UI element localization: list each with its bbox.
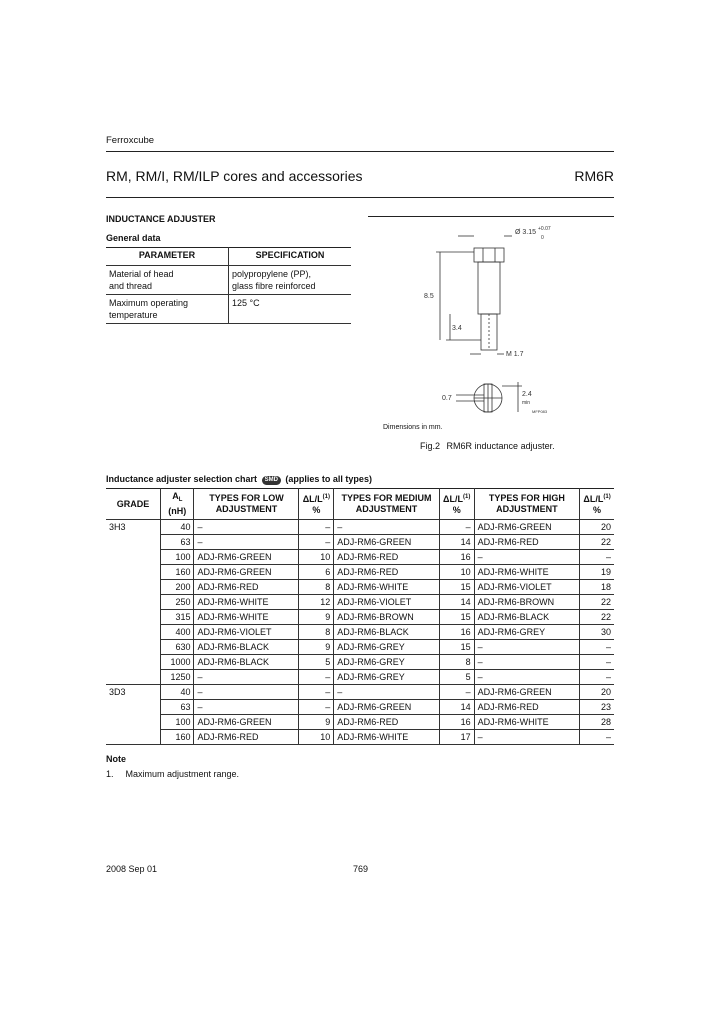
table-cell [106, 266, 229, 295]
section-title: INDUCTANCE ADJUSTER [106, 214, 216, 224]
cell-low: – [194, 700, 299, 715]
table-row [106, 295, 351, 324]
document-title: RM, RM/I, RM/ILP cores and accessories [106, 168, 363, 184]
cell-grade [106, 670, 161, 685]
figure-rule [368, 216, 614, 217]
table-row [106, 655, 614, 670]
figure-label-tol-lower: 0 [541, 235, 544, 241]
table-row [106, 640, 614, 655]
cell-med-pct: 16 [439, 715, 474, 730]
cell-high-pct: – [580, 670, 614, 685]
cell-low: ADJ-RM6-WHITE [194, 610, 299, 625]
cell-med-pct: 14 [439, 595, 474, 610]
cell-high-pct: – [580, 640, 614, 655]
table-row [106, 550, 614, 565]
cell-med-pct: 14 [439, 535, 474, 550]
table-row [106, 670, 614, 685]
pct-label: ΔL/L [443, 494, 463, 504]
cell-line: Material of head [109, 269, 174, 279]
cell-high-pct: – [580, 730, 614, 745]
cell-al: 160 [161, 730, 194, 745]
cell-high: ADJ-RM6-RED [474, 700, 579, 715]
cell-grade [106, 535, 161, 550]
header-line: TYPES FOR MEDIUM [341, 493, 432, 503]
cell-low: ADJ-RM6-BLACK [194, 655, 299, 670]
table-cell [229, 295, 352, 324]
pct-note: (1) [322, 494, 331, 500]
page-number: 769 [353, 864, 369, 874]
selection-chart-title [106, 474, 372, 485]
adjuster-head-shape [474, 248, 504, 262]
note-number: 1. [106, 769, 114, 779]
cell-al: 1000 [161, 655, 194, 670]
cell-med-pct: 15 [439, 640, 474, 655]
pct-note: (1) [463, 494, 471, 500]
cell-low-pct: 12 [299, 595, 334, 610]
cell-high-pct: – [580, 655, 614, 670]
cell-grade: 3H3 [106, 520, 161, 535]
cell-low: ADJ-RM6-GREEN [194, 550, 299, 565]
cell-high: – [474, 550, 579, 565]
cell-al: 250 [161, 595, 194, 610]
cell-al: 100 [161, 715, 194, 730]
cell-grade [106, 610, 161, 625]
figure-caption-text: RM6R inductance adjuster. [446, 441, 555, 451]
cell-line: polypropylene (PP), [232, 269, 312, 279]
cell-low-pct: 10 [299, 730, 334, 745]
table-row [106, 700, 614, 715]
al-subscript: L [178, 497, 183, 503]
cell-high-pct: 18 [580, 580, 614, 595]
cell-high: ADJ-RM6-BROWN [474, 595, 579, 610]
cell-low: ADJ-RM6-WHITE [194, 595, 299, 610]
selection-title-suffix: (applies to all types) [285, 474, 372, 484]
cell-med-pct: – [439, 520, 474, 535]
cell-med: ADJ-RM6-BLACK [334, 625, 439, 640]
cell-al: 630 [161, 640, 194, 655]
table-row [106, 266, 351, 295]
cell-med: ADJ-RM6-RED [334, 715, 439, 730]
cell-high: – [474, 670, 579, 685]
cell-low-pct: 8 [299, 625, 334, 640]
cell-grade [106, 715, 161, 730]
cell-med-pct: – [439, 685, 474, 700]
cell-al: 160 [161, 565, 194, 580]
note-title: Note [106, 754, 126, 764]
figure-caption [420, 441, 555, 451]
cell-low-pct: 9 [299, 610, 334, 625]
adjuster-body-shape [478, 262, 500, 314]
cell-med-pct: 14 [439, 700, 474, 715]
cell-med: ADJ-RM6-RED [334, 550, 439, 565]
cell-line: glass fibre reinforced [232, 281, 316, 291]
cell-al: 40 [161, 520, 194, 535]
cell-low-pct: – [299, 535, 334, 550]
cell-low: ADJ-RM6-GREEN [194, 715, 299, 730]
title-rule [106, 197, 614, 198]
cell-med: ADJ-RM6-WHITE [334, 580, 439, 595]
cell-al: 1250 [161, 670, 194, 685]
selection-title-prefix: Inductance adjuster selection chart [106, 474, 258, 484]
cell-med-pct: 16 [439, 550, 474, 565]
cell-high: ADJ-RM6-BLACK [474, 610, 579, 625]
column-header-medium-pct [439, 489, 474, 520]
cell-high: ADJ-RM6-GREEN [474, 520, 579, 535]
cell-high: – [474, 640, 579, 655]
cell-high-pct: 22 [580, 535, 614, 550]
header-rule [106, 151, 614, 152]
cell-low-pct: 10 [299, 550, 334, 565]
cell-high-pct: 20 [580, 685, 614, 700]
cell-low: ADJ-RM6-RED [194, 580, 299, 595]
note-item [106, 769, 239, 779]
dimensions-note: Dimensions in mm. [383, 424, 443, 431]
table-row [106, 535, 614, 550]
cell-high-pct: 22 [580, 595, 614, 610]
general-data-table [106, 247, 351, 324]
table-row [106, 580, 614, 595]
cell-med: ADJ-RM6-GREY [334, 670, 439, 685]
cell-low: ADJ-RM6-RED [194, 730, 299, 745]
cell-low: – [194, 670, 299, 685]
cell-high-pct: – [580, 550, 614, 565]
cell-low: ADJ-RM6-VIOLET [194, 625, 299, 640]
cell-al: 63 [161, 700, 194, 715]
cell-low: ADJ-RM6-GREEN [194, 565, 299, 580]
column-header-high-pct [580, 489, 614, 520]
cell-high: ADJ-RM6-VIOLET [474, 580, 579, 595]
cell-med: ADJ-RM6-GREY [334, 655, 439, 670]
cell-line: temperature [109, 310, 158, 320]
cell-low-pct: 8 [299, 580, 334, 595]
table-row [106, 565, 614, 580]
cell-high-pct: 22 [580, 610, 614, 625]
column-header-grade: GRADE [106, 489, 161, 520]
cell-high: ADJ-RM6-GREEN [474, 685, 579, 700]
column-header: SPECIFICATION [229, 248, 352, 266]
pct-label: ΔL/L [583, 494, 604, 504]
cell-high-pct: 30 [580, 625, 614, 640]
table-row [106, 715, 614, 730]
cell-high-pct: 28 [580, 715, 614, 730]
cell-grade: 3D3 [106, 685, 161, 700]
cell-low-pct: 5 [299, 655, 334, 670]
cell-grade [106, 700, 161, 715]
cell-med: – [334, 685, 439, 700]
cell-grade [106, 730, 161, 745]
cell-al: 63 [161, 535, 194, 550]
figure-label-slot: 0.7 [442, 395, 452, 402]
cell-med: ADJ-RM6-WHITE [334, 730, 439, 745]
brand-name: Ferroxcube [106, 135, 155, 146]
cell-med: ADJ-RM6-GREEN [334, 700, 439, 715]
table-row [106, 625, 614, 640]
table-row [106, 610, 614, 625]
al-unit: (nH) [168, 506, 187, 516]
cell-med: ADJ-RM6-VIOLET [334, 595, 439, 610]
header-line: TYPES FOR HIGH [488, 493, 565, 503]
cell-med-pct: 5 [439, 670, 474, 685]
column-header-al [161, 489, 194, 520]
cell-line: Maximum operating [109, 298, 189, 308]
cell-med: ADJ-RM6-RED [334, 565, 439, 580]
pct-label: ΔL/L [302, 494, 323, 504]
cell-med-pct: 17 [439, 730, 474, 745]
figure-label-thread-length: 3.4 [452, 325, 462, 332]
header-line: ADJUSTMENT [215, 504, 278, 514]
figure-code: MFP083 [532, 409, 548, 414]
footer-date: 2008 Sep 01 [106, 864, 158, 874]
pct-unit: % [312, 505, 321, 515]
column-header: PARAMETER [106, 248, 229, 266]
selection-chart-body [106, 520, 614, 745]
cell-low: – [194, 520, 299, 535]
table-cell [229, 266, 352, 295]
figure-label-tol-upper: +0.07 [538, 226, 551, 232]
figure-number: Fig.2 [420, 441, 441, 451]
cell-low: ADJ-RM6-BLACK [194, 640, 299, 655]
cell-grade [106, 655, 161, 670]
cell-med-pct: 15 [439, 580, 474, 595]
smd-badge: SMD [262, 476, 281, 485]
cell-grade [106, 640, 161, 655]
cell-grade [106, 595, 161, 610]
pct-note: (1) [603, 494, 611, 500]
cell-al: 100 [161, 550, 194, 565]
cell-al: 200 [161, 580, 194, 595]
cell-med-pct: 16 [439, 625, 474, 640]
cell-high-pct: 20 [580, 520, 614, 535]
cell-high-pct: 19 [580, 565, 614, 580]
note-text: Maximum adjustment range. [125, 769, 240, 779]
table-header-row [106, 489, 614, 520]
header-line: ADJUSTMENT [496, 504, 558, 514]
cell-al: 40 [161, 685, 194, 700]
cell-al: 400 [161, 625, 194, 640]
cell-low-pct: – [299, 700, 334, 715]
figure-label-length: 8.5 [424, 293, 434, 300]
pct-unit: % [593, 505, 602, 515]
figure-label-thread: M 1.7 [506, 351, 524, 358]
al-symbol: A [172, 491, 179, 501]
cell-grade [106, 580, 161, 595]
table-row [106, 730, 614, 745]
figure-label-head-min: min [522, 400, 531, 406]
cell-low: – [194, 685, 299, 700]
cell-grade [106, 565, 161, 580]
column-header-low [194, 489, 299, 520]
cell-low-pct: 6 [299, 565, 334, 580]
cell-low-pct: – [299, 520, 334, 535]
table-row [106, 520, 614, 535]
column-header-high [474, 489, 579, 520]
cell-grade [106, 625, 161, 640]
cell-low-pct: 9 [299, 640, 334, 655]
cell-grade [106, 550, 161, 565]
column-header-low-pct [299, 489, 334, 520]
header-line: ADJUSTMENT [355, 504, 418, 514]
cell-low-pct: – [299, 685, 334, 700]
cell-low: – [194, 535, 299, 550]
cell-high: – [474, 730, 579, 745]
pct-unit: % [452, 505, 461, 515]
cell-med-pct: 15 [439, 610, 474, 625]
adjuster-drawing [380, 222, 614, 422]
cell-med-pct: 10 [439, 565, 474, 580]
cell-low-pct: 9 [299, 715, 334, 730]
cell-med: ADJ-RM6-GREEN [334, 535, 439, 550]
cell-high: ADJ-RM6-GREY [474, 625, 579, 640]
cell-med-pct: 8 [439, 655, 474, 670]
cell-med: – [334, 520, 439, 535]
cell-med: ADJ-RM6-BROWN [334, 610, 439, 625]
table-header-row [106, 248, 351, 266]
cell-line: and thread [109, 281, 153, 291]
table-row [106, 595, 614, 610]
cell-high: – [474, 655, 579, 670]
cell-high: ADJ-RM6-WHITE [474, 565, 579, 580]
cell-line: 125 °C [232, 298, 260, 308]
header-line: TYPES FOR LOW [209, 493, 284, 503]
cell-med: ADJ-RM6-GREY [334, 640, 439, 655]
part-code: RM6R [574, 168, 614, 184]
table-cell [106, 295, 229, 324]
table-row [106, 685, 614, 700]
cell-high: ADJ-RM6-WHITE [474, 715, 579, 730]
figure-label-diameter: Ø 3.15 [515, 229, 537, 236]
general-data-title: General data [106, 233, 161, 243]
column-header-medium [334, 489, 439, 520]
cell-high: ADJ-RM6-RED [474, 535, 579, 550]
selection-chart-table [106, 488, 614, 745]
cell-high-pct: 23 [580, 700, 614, 715]
cell-low-pct: – [299, 670, 334, 685]
cell-al: 315 [161, 610, 194, 625]
figure-label-head: 2.4 [522, 391, 532, 398]
